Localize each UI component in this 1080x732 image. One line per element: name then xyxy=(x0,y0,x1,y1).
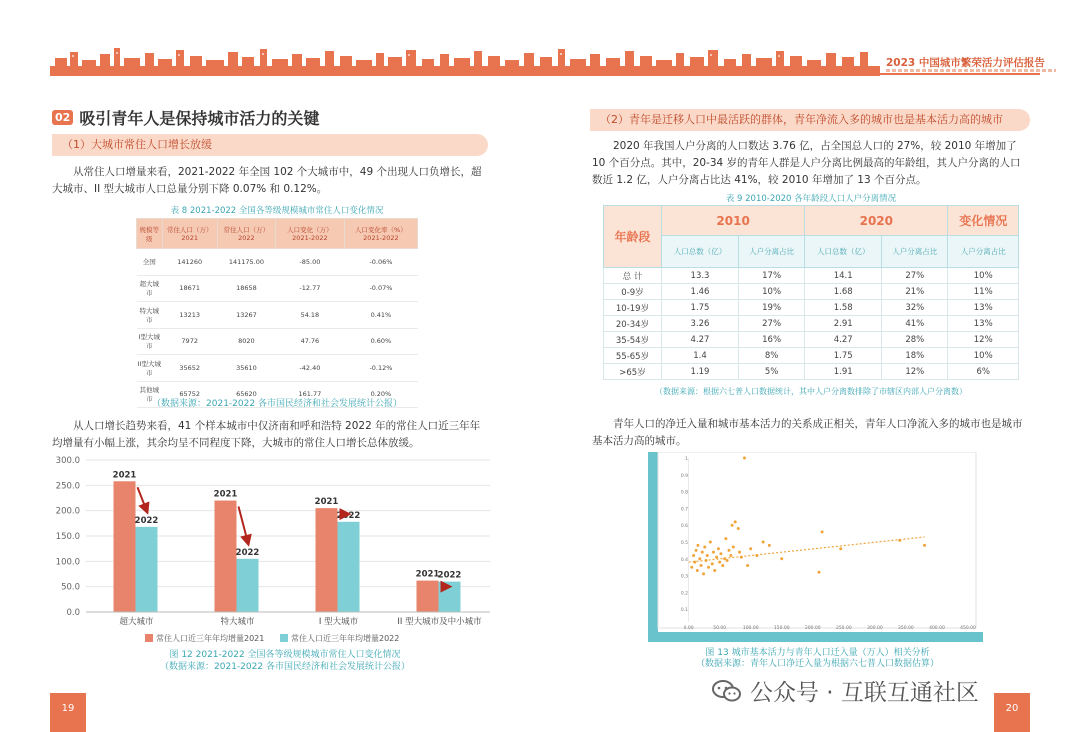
x-tick-label: 200.00 xyxy=(804,626,821,631)
y-tick-label: 1 xyxy=(685,457,688,462)
table9-cell: 1.91 xyxy=(805,364,882,380)
table-row xyxy=(137,275,418,302)
table9-cell: 13% xyxy=(948,300,1019,316)
table9-cell: 10% xyxy=(739,284,805,300)
scatter-point xyxy=(749,547,752,550)
wechat-watermark xyxy=(712,674,979,707)
category-label: II 型大城市及中小城市 xyxy=(397,617,482,627)
bar xyxy=(338,522,360,612)
table9-cell: 3.26 xyxy=(662,316,739,332)
table9-cell: 18% xyxy=(882,348,948,364)
header-underline xyxy=(880,73,1040,75)
table-row xyxy=(604,268,1019,284)
figure12-bar-chart xyxy=(50,452,500,647)
x-tick-label: 50.00 xyxy=(713,626,727,631)
x-tick-label: 300.00 xyxy=(867,626,883,631)
table9-cell: 13.3 xyxy=(662,268,739,284)
table9-cell: 28% xyxy=(882,332,948,348)
table9-cell: 32% xyxy=(882,300,948,316)
y-tick-label: 0.9 xyxy=(680,473,688,479)
y-tick-label: 300.0 xyxy=(55,456,80,466)
table9-cell: 27% xyxy=(739,316,805,332)
category-label: 特大城市 xyxy=(220,617,255,627)
x-tick-label: 400.00 xyxy=(929,626,945,631)
y-tick-label: 200.0 xyxy=(55,506,80,517)
scatter-point xyxy=(707,566,710,569)
scatter-point xyxy=(690,566,693,569)
trend-arrow xyxy=(138,487,148,513)
table8-cell: 65752 xyxy=(162,381,217,408)
scatter-point xyxy=(721,564,724,567)
scatter-point xyxy=(755,554,758,557)
scatter-point xyxy=(724,537,727,540)
scatter-point xyxy=(692,554,695,557)
y-tick-label: 0.2 xyxy=(680,591,688,597)
legend-swatch xyxy=(280,634,288,642)
report-title: 2023 中国城市繁荣活力评估报告 xyxy=(886,57,1045,69)
scatter-point xyxy=(712,551,715,554)
scatter-point xyxy=(693,561,696,564)
header-decoration xyxy=(886,69,1056,72)
table9-cell: 11% xyxy=(948,284,1019,300)
table9-cell: 1.19 xyxy=(662,364,739,380)
table-row xyxy=(137,355,418,382)
y-tick-label: 0.3 xyxy=(680,574,688,580)
figure13-caption: 图 13 城市基本活力与青年人口迁入量（万人）相关分析 xyxy=(705,648,930,658)
page-number-left: 19 xyxy=(50,693,86,732)
table8-cell: 0.20% xyxy=(344,381,417,408)
plot-frame xyxy=(658,452,976,628)
table8-cell: 161.77 xyxy=(275,381,344,408)
bar-year-label: 2022 xyxy=(437,570,462,581)
section-title xyxy=(52,106,319,129)
table-row xyxy=(604,348,1019,364)
scatter-point xyxy=(703,546,706,549)
table9-cell: 1.58 xyxy=(805,300,882,316)
table8-cell: 13267 xyxy=(217,302,275,329)
scatter-point xyxy=(719,552,722,555)
table-row xyxy=(137,249,418,276)
table8-source: （数据来源：2021-2022 各市国民经济和社会发展统计公报） xyxy=(152,399,402,409)
scatter-point xyxy=(711,562,714,565)
x-tick-label: 450.00 xyxy=(960,626,976,631)
scatter-point xyxy=(740,556,743,559)
table9-header-2010: 2010 xyxy=(662,206,805,236)
x-tick-label: 0.00 xyxy=(683,626,694,631)
scatter-point xyxy=(923,544,926,547)
scatter-point xyxy=(695,549,698,552)
table9-source: （数据来源：根据六七普人口数据统计，其中人户分离数排除了市辖区内部人户分离数） xyxy=(655,387,967,396)
bar-year-label: 2022 xyxy=(336,510,361,521)
table8-cell: -0.06% xyxy=(344,249,417,276)
scatter-point xyxy=(713,569,716,572)
bar xyxy=(316,508,338,612)
table9-cell: 8% xyxy=(739,348,805,364)
table8-header: 常住人口（万）2021 xyxy=(162,219,217,249)
table8-cell: 18671 xyxy=(162,275,217,302)
legend-label: 常住人口近三年年均增量2021 xyxy=(156,634,265,643)
paragraph-youth-vitality: 青年人口的净迁入量和城市基本活力的关系成正相关，青年人口净流入多的城市也是城市基本活力高的城市。 xyxy=(592,418,1023,447)
table9-cell: 4.27 xyxy=(662,332,739,348)
subhead-large-city-growth: （1）大城市常住人口增长放缓 xyxy=(52,134,488,156)
table8-caption: 表 8 2021-2022 全国各等级规模城市常住人口变化情况 xyxy=(170,206,384,216)
scatter-point xyxy=(746,564,749,567)
table9-sub-total: 人口总数（亿） xyxy=(805,236,882,268)
table8-cell: 65620 xyxy=(217,381,275,408)
table8-cell: 8020 xyxy=(217,328,275,355)
table8-header: 常住人口（万）2022 xyxy=(217,219,275,249)
bar xyxy=(136,527,158,612)
table9-cell: 5% xyxy=(739,364,805,380)
table9-cell: 0-9岁 xyxy=(604,284,662,300)
table9-cell: 17% xyxy=(739,268,805,284)
table9-cell: 6% xyxy=(948,364,1019,380)
table8-cell: II型大城市 xyxy=(137,355,163,382)
table8-cell: -0.12% xyxy=(344,355,417,382)
table9-cell: 1.75 xyxy=(805,348,882,364)
table-row xyxy=(604,364,1019,380)
table9-household-separation xyxy=(603,205,1019,380)
table8-header: 规模等级 xyxy=(137,219,163,249)
scatter-point xyxy=(718,561,721,564)
category-label: I 型大城市 xyxy=(318,617,359,627)
table9-sub-share: 人户分离占比 xyxy=(739,236,805,268)
bar-year-label: 2021 xyxy=(415,569,440,580)
bar xyxy=(215,501,237,612)
table8-cell: 0.60% xyxy=(344,328,417,355)
bar-year-label: 2021 xyxy=(314,497,339,508)
table9-cell: 1.75 xyxy=(662,300,739,316)
figure13-source: （数据来源：青年人口净迁入量为根据六七普人口数据估算） xyxy=(695,659,939,669)
table9-cell: 19% xyxy=(739,300,805,316)
table-row xyxy=(137,302,418,329)
y-tick-label: 0.1 xyxy=(680,608,688,614)
table9-cell: 1.4 xyxy=(662,348,739,364)
scatter-point xyxy=(723,557,726,560)
scatter-point xyxy=(734,520,737,523)
table9-sub-total: 人口总数（亿） xyxy=(662,236,739,268)
table8-cell: 35610 xyxy=(217,355,275,382)
bar-year-label: 2021 xyxy=(213,489,238,500)
table8-cell: -0.07% xyxy=(344,275,417,302)
table8-cell: 全国 xyxy=(137,249,163,276)
scatter-point xyxy=(762,541,765,544)
table9-cell: 12% xyxy=(882,364,948,380)
figure12-caption: 图 12 2021-2022 全国各等级规模城市常住人口变化情况 xyxy=(169,650,401,660)
table9-cell: 14.1 xyxy=(805,268,882,284)
table9-cell: 55-65岁 xyxy=(604,348,662,364)
table9-cell: 总 计 xyxy=(604,268,662,284)
table8-cell: 141260 xyxy=(162,249,217,276)
table9-sub-share: 人户分离占比 xyxy=(882,236,948,268)
table9-header-change: 变化情况 xyxy=(948,206,1019,236)
section-title-text: 吸引青年人是保持城市活力的关键 xyxy=(79,109,320,128)
table9-cell: 35-54岁 xyxy=(604,332,662,348)
scatter-point xyxy=(705,559,708,562)
table9-header-age: 年龄段 xyxy=(604,206,662,268)
table9-cell: 27% xyxy=(882,268,948,284)
scatter-point xyxy=(706,554,709,557)
y-tick-label: 50.0 xyxy=(61,582,80,593)
table8-cell: 54.18 xyxy=(275,302,344,329)
watermark-text: 公众号 · 互联互通社区 xyxy=(750,680,979,706)
paragraph-population-growth: 从常住人口增量来看，2021-2022 年全国 102 个大城市中，49 个出现人口负增长，超大城市、II 型大城市人口总量分别下降 0.07% 和 0.12%。 xyxy=(52,166,482,195)
table9-cell: 16% xyxy=(739,332,805,348)
paragraph-growth-trend: 从人口增长趋势来看，41 个样本城市中仅济南和呼和浩特 2022 年的常住人口近三年年均增量有小幅上涨，其余均呈不同程度下降，大城市的常住人口增长总体放缓。 xyxy=(52,420,481,449)
scatter-point xyxy=(737,527,740,530)
trend-arrow xyxy=(239,507,249,545)
table8-cell: -42.40 xyxy=(275,355,344,382)
scatter-point xyxy=(715,556,718,559)
bar-year-label: 2022 xyxy=(134,515,159,526)
scatter-point xyxy=(696,569,699,572)
scatter-point xyxy=(717,547,720,550)
table8-cell: 0.41% xyxy=(344,302,417,329)
scatter-point xyxy=(768,544,771,547)
table9-cell: 1.68 xyxy=(805,284,882,300)
scatter-point xyxy=(727,549,730,552)
y-tick-label: 0.7 xyxy=(680,507,688,513)
figure13-scatter-chart xyxy=(648,452,983,642)
scatter-point xyxy=(821,530,824,533)
table9-cell: 13% xyxy=(948,316,1019,332)
scatter-point xyxy=(738,551,741,554)
x-tick-label: 250.00 xyxy=(835,626,852,631)
y-tick-label: 0.0 xyxy=(66,608,80,618)
table8-cell: 特大城市 xyxy=(137,302,163,329)
wechat-icon xyxy=(712,679,742,703)
y-tick-label: 250.0 xyxy=(55,481,80,492)
table9-cell: 20-34岁 xyxy=(604,316,662,332)
category-label: 超大城市 xyxy=(119,617,154,627)
legend-label: 常住人口近三年年均增量2022 xyxy=(291,634,400,643)
subhead-youth-migration: （2）青年是迁移人口中最活跃的群体，青年净流入多的城市也是基本活力高的城市 xyxy=(590,109,1030,131)
y-tick-label: 0.4 xyxy=(680,557,688,563)
table-row xyxy=(604,300,1019,316)
table9-caption: 表 9 2010-2020 各年龄段人口人户分离情况 xyxy=(725,194,897,204)
table9-cell: 21% xyxy=(882,284,948,300)
x-tick-label: 350.00 xyxy=(898,626,914,631)
scatter-point xyxy=(818,571,821,574)
table8-cell: 18658 xyxy=(217,275,275,302)
table8-header: 人口变化率（%）2021-2022 xyxy=(344,219,417,249)
bar xyxy=(114,481,136,612)
table8-header: 人口变化（万）2021-2022 xyxy=(275,219,344,249)
scatter-point xyxy=(780,557,783,560)
table8-cell: 35652 xyxy=(162,355,217,382)
bar-year-label: 2021 xyxy=(112,470,137,481)
scatter-point xyxy=(839,547,842,550)
scatter-point xyxy=(700,564,703,567)
header-skyline xyxy=(50,44,880,76)
scatter-point xyxy=(702,572,705,575)
table9-sub-share: 人户分离占比 xyxy=(948,236,1019,268)
table8-cell: -85.00 xyxy=(275,249,344,276)
table8-cell: 141175.00 xyxy=(217,249,275,276)
frame-bottom-bar xyxy=(648,632,983,642)
y-tick-label: 100.0 xyxy=(55,557,80,568)
table9-cell: 1.46 xyxy=(662,284,739,300)
table-row xyxy=(604,332,1019,348)
table9-cell: 2.91 xyxy=(805,316,882,332)
page-number-right: 20 xyxy=(994,693,1030,732)
table-row xyxy=(604,284,1019,300)
table8-cell: 47.76 xyxy=(275,328,344,355)
y-tick-label: 0.6 xyxy=(680,524,688,530)
table9-cell: 10-19岁 xyxy=(604,300,662,316)
table9-cell: 12% xyxy=(948,332,1019,348)
figure12-source: （数据来源：2021-2022 各市国民经济和社会发展统计公报） xyxy=(160,662,410,672)
table9-cell: 41% xyxy=(882,316,948,332)
scatter-point xyxy=(709,541,712,544)
table9-header-2020: 2020 xyxy=(805,206,948,236)
table9-cell: >65岁 xyxy=(604,364,662,380)
scatter-point xyxy=(898,539,901,542)
scatter-point xyxy=(701,551,704,554)
table9-cell: 10% xyxy=(948,348,1019,364)
scatter-point xyxy=(743,457,746,460)
paragraph-household-separation: 2020 年我国人户分离的人口数达 3.76 亿，占全国总人口的 27%，较 2010 年增加了 10 个百分点。其中，20-34 岁的青年人群是人户分离比例最高的年龄组，其人户分离的人口数近 1.2 亿，人户分离占比达 41%，较 2010 年增加了 13 个百分点。 xyxy=(592,140,1021,186)
table9-cell: 10% xyxy=(948,268,1019,284)
y-tick-label: 0.8 xyxy=(680,490,688,496)
table8-cell: -12.77 xyxy=(275,275,344,302)
frame-left-bar xyxy=(648,452,658,642)
legend-swatch xyxy=(145,634,153,642)
section-number: 02 xyxy=(52,110,73,125)
table8-cell: 其他城市 xyxy=(137,381,163,408)
x-tick-label: 100.00 xyxy=(742,626,759,631)
table-row xyxy=(604,316,1019,332)
table8-cell: I型大城市 xyxy=(137,328,163,355)
scatter-point xyxy=(726,559,729,562)
table8-cell: 超大城市 xyxy=(137,275,163,302)
table8-population-change xyxy=(136,218,418,408)
scatter-point xyxy=(732,546,735,549)
table9-cell: 4.27 xyxy=(805,332,882,348)
y-tick-label: 150.0 xyxy=(55,532,80,542)
bar xyxy=(417,581,439,612)
scatter-point xyxy=(729,554,732,557)
scatter-point xyxy=(696,544,699,547)
table-row xyxy=(137,328,418,355)
x-tick-label: 150.00 xyxy=(773,626,790,631)
scatter-point xyxy=(731,524,734,527)
table8-cell: 13213 xyxy=(162,302,217,329)
bar-year-label: 2022 xyxy=(235,547,260,558)
scatter-point xyxy=(698,557,701,560)
table8-cell: 7972 xyxy=(162,328,217,355)
bar xyxy=(237,559,259,612)
y-tick-label: 0.5 xyxy=(680,541,688,546)
